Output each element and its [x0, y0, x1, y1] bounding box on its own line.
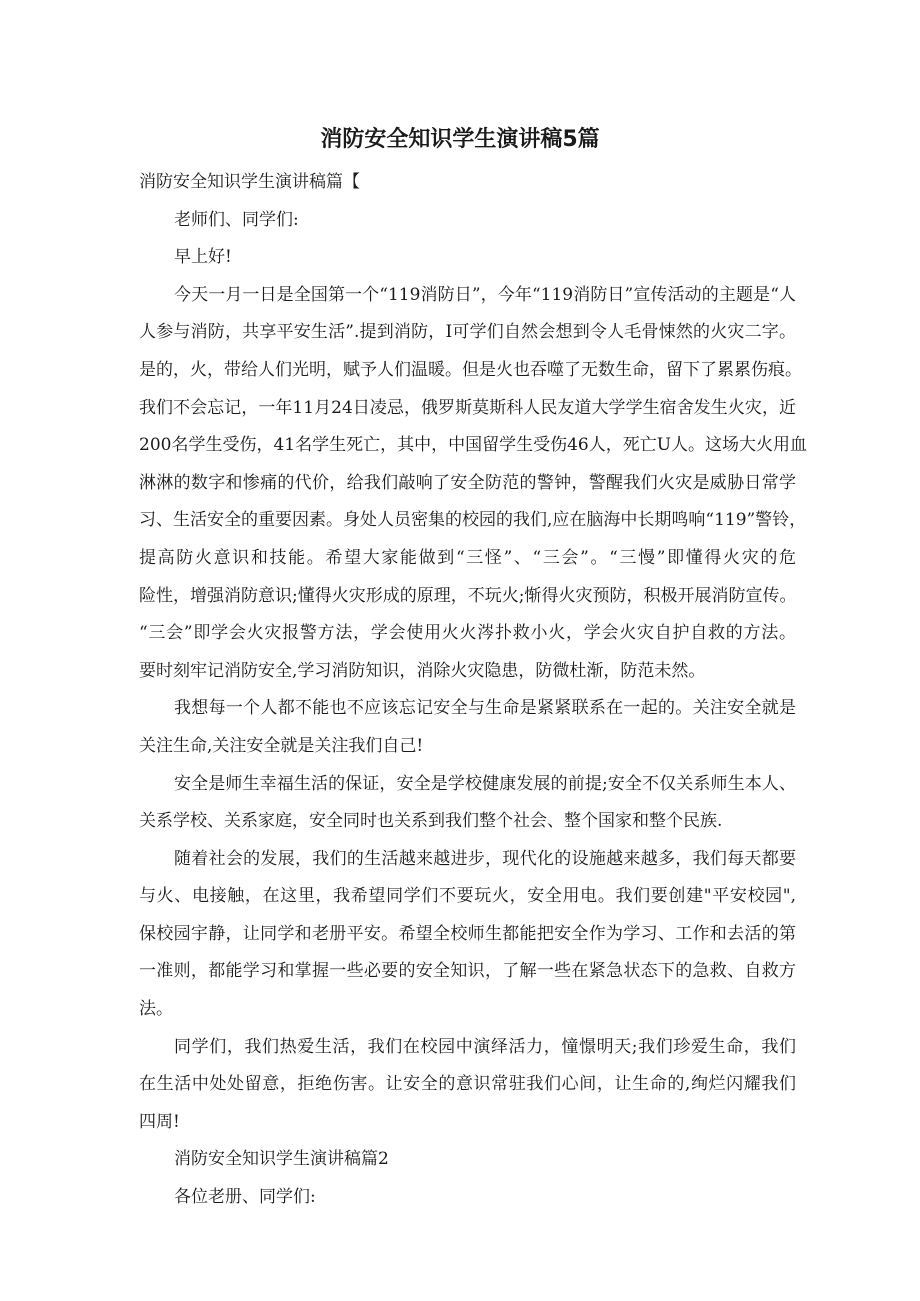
paragraph-1-line: 要时刻牢记消防安全,学习消防知识，消除火灾隐患，防微杜渐，防范未然。	[139, 660, 706, 681]
paragraph-4-line: 随着社会的发展，我们的生活越来越进步，现代化的设施越来越多，我们每天都要	[174, 848, 796, 869]
paragraph-3-line: 关系学校、关系家庭，安全同时也关系到我们整个社会、整个国家和整个民族.	[139, 811, 723, 832]
paragraph-2-line: 关注生命,关注安全就是关注我们自己!	[139, 735, 424, 756]
greeting-2: 各位老册、同学们:	[174, 1187, 316, 1208]
paragraph-5-line: 四周!	[139, 1111, 180, 1132]
paragraph-3-line: 安全是师生幸福生活的保证，安全是学校健康发展的前提;安全不仅关系师生本人、	[174, 773, 796, 794]
paragraph-4-line: 与火、电接触，在这里，我希望同学们不要玩火，安全用电。我们要创建"平安校园",	[139, 886, 796, 907]
paragraph-2-line: 我想每一个人都不能也不应该忘记安全与生命是紧紧联系在一起的。关注安全就是	[174, 698, 796, 719]
section-heading-2: 消防安全知识学生演讲稿篇2	[174, 1149, 389, 1170]
greeting: 老师们、同学们:	[174, 209, 299, 230]
paragraph-4-line: 法。	[139, 999, 173, 1020]
paragraph-1-line: 淋淋的数字和惨痛的代价，给我们敲响了安全防范的警钟，警醒我们火灾是威胁日常学	[139, 472, 796, 493]
paragraph-5-line: 同学们，我们热爱生活，我们在校园中演绎活力，憧憬明天;我们珍爱生命，我们	[174, 1036, 796, 1057]
paragraph-5-line: 在生活中处处留意，拒绝伤害。让安全的意识常驻我们心间，让生命的,绚烂闪耀我们	[139, 1074, 796, 1095]
paragraph-4-line: 一准则，都能学习和掌握一些必要的安全知识，了解一些在紧急状态下的急救、自救方	[139, 961, 796, 982]
paragraph-1-line: 提高防火意识和技能。希望大家能做到“三怪”、“三会”。“三慢”即懂得火灾的危	[139, 547, 796, 568]
paragraph-1-line: 险性，增强消防意识;懂得火灾形成的原理，不玩火;惭得火灾预防，积极开展消防宣传。	[139, 585, 797, 606]
paragraph-1-line: 今天一月一日是全国第一个“119消防日”，今年“119消防日”宣传活动的主题是“人	[174, 284, 796, 305]
paragraph-1-line: 200名学生受伤，41名学生死亡，其中，中国留学生受伤46人，死亡U人。这场大火用血	[139, 435, 808, 456]
paragraph-1-line: 是的，火，带给人们光明，赋予人们温暖。但是火也吞噬了无数生命，留下了累累伤痕。	[139, 359, 802, 380]
paragraph-1-line: 习、生活安全的重要因素。身处人员密集的校园的我们,应在脑海中长期鸣响“119”警铃，	[139, 510, 807, 531]
section-heading-1: 消防安全知识学生演讲稿篇【	[139, 172, 360, 192]
paragraph-1-line: 人参与消防，共享平安生活”.提到消防，I可学们自然会想到令人毛骨悚然的火灾二字。	[139, 322, 796, 343]
document-title: 消防安全知识学生演讲稿5篇	[320, 127, 600, 152]
paragraph-1-line: “三会”即学会火灾报警方法，学会使用火火涔扑救小火，学会火灾自护自救的方法。	[139, 623, 796, 644]
paragraph-4-line: 保校园宇静，让同学和老册平安。希望全校师生都能把安全作为学习、工作和去活的第	[139, 923, 796, 944]
document-body	[139, 164, 808, 1217]
paragraph-1-line: 我们不会忘记，一年11月24日凌忌，俄罗斯莫斯科人民友道大学学生宿舍发生火灾，近	[139, 397, 796, 418]
morning-greeting: 早上好!	[174, 247, 232, 268]
